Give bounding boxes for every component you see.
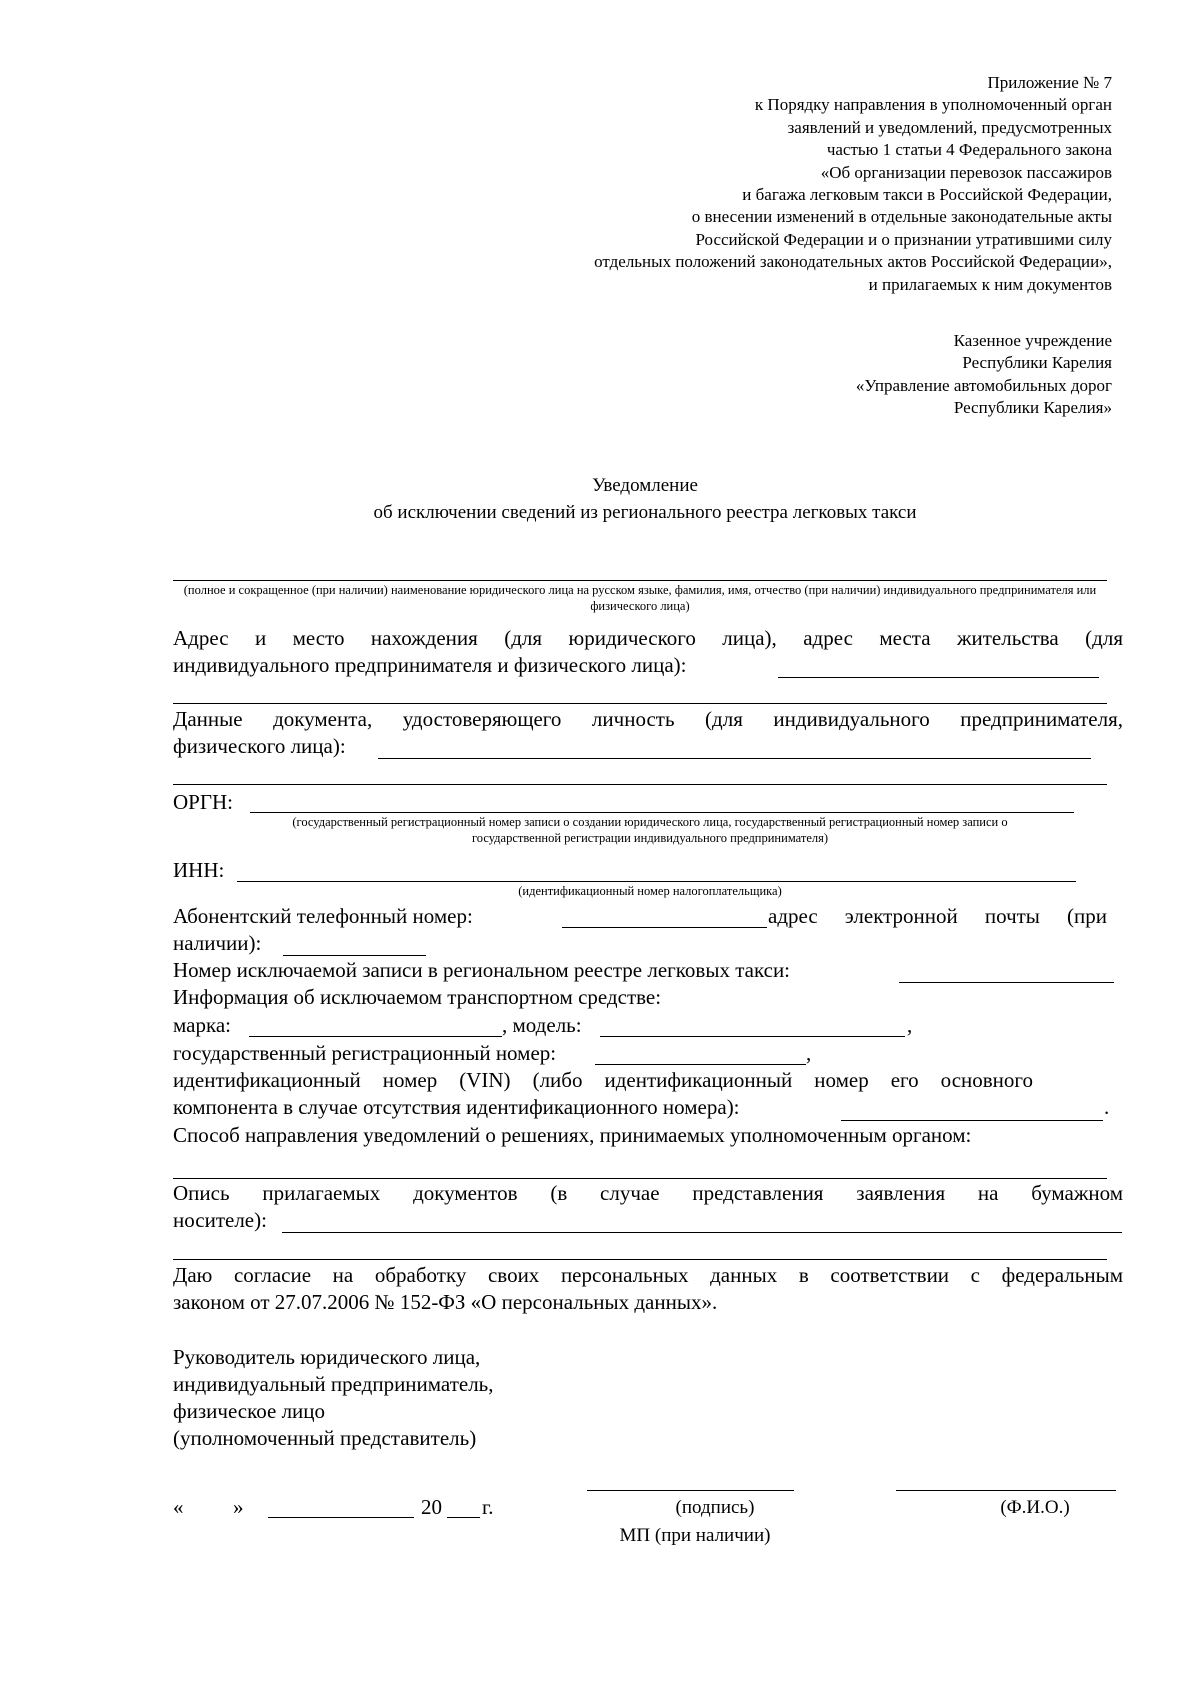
ogrn-field[interactable] <box>250 812 1074 813</box>
address-label-line1: Адрес и место нахождения (для юридического лица), адрес места жительства (для <box>173 626 1123 650</box>
model-field[interactable] <box>600 1036 905 1037</box>
document-subtitle: об исключении сведений из регионального реестра легковых такси <box>373 502 917 523</box>
consent-line2: законом от 27.07.2006 № 152-ФЗ «О персональных данных». <box>173 1290 718 1314</box>
identity-label-line2: физического лица): <box>173 734 346 758</box>
appendix-line: и багажа легковым такси в Российской Федерации, <box>742 185 1112 205</box>
notification-method-label: Способ направления уведомлений о решениях, принимаемых уполномоченным органом: <box>173 1123 972 1147</box>
stamp-label: МП (при наличии) <box>619 1525 771 1546</box>
signer-line: физическое лицо <box>173 1399 326 1423</box>
addressee-line: Казенное учреждение <box>953 331 1112 350</box>
address-field[interactable] <box>778 677 1099 678</box>
address-label-line2: индивидуального предпринимателя и физического лица): <box>173 653 687 677</box>
email-label-line2: наличии): <box>173 931 262 955</box>
appendix-line: к Порядку направления в уполномоченный орган <box>754 95 1112 115</box>
applicant-name-field[interactable] <box>173 580 1107 581</box>
vin-period: . <box>1104 1095 1110 1119</box>
addressee-line: Республики Карелия» <box>953 398 1112 418</box>
date-year-suffix: г. <box>482 1495 494 1519</box>
applicant-name-note: (полное и сокращенное (при наличии) наименование юридического лица на русском языке, фамилия, имя, отчество (при наличии) индивидуального предпринимателя или физического лица) <box>183 583 1097 613</box>
appendix-line: «Об организации перевозок пассажиров <box>820 162 1112 182</box>
reg-number-comma: , <box>806 1041 812 1065</box>
date-year-prefix: 20 <box>421 1495 442 1519</box>
identity-field[interactable] <box>378 758 1091 759</box>
date-close-quote: » <box>233 1495 244 1519</box>
appendix-line: о внесении изменений в отдельные законодательные акты <box>691 207 1112 227</box>
record-number-field[interactable] <box>899 982 1114 983</box>
inventory-field[interactable] <box>282 1232 1122 1233</box>
brand-label: марка: <box>173 1013 232 1037</box>
ogrn-note: (государственный регистрационный номер записи о создании юридического лица, государственный регистрационный номер записи о государственной регистрации индивидуального предпринимателя) <box>292 815 1008 845</box>
email-field[interactable] <box>283 955 426 956</box>
addressee-line: Республики Карелия <box>962 353 1112 373</box>
inn-note: (идентификационный номер налогоплательщика) <box>518 884 782 898</box>
signer-line: Руководитель юридического лица, <box>173 1345 481 1369</box>
reg-number-field[interactable] <box>595 1064 806 1065</box>
appendix-line: Российской Федерации и о признании утратившими силу <box>695 229 1112 249</box>
date-month-field[interactable] <box>268 1517 414 1518</box>
appendix-reference <box>412 72 1112 296</box>
identity-label-line1: Данные документа, удостоверяющего личность (для индивидуального предпринимателя, <box>173 707 1123 731</box>
signature-field[interactable] <box>587 1490 794 1491</box>
signer-line: (уполномоченный представитель) <box>173 1426 477 1450</box>
phone-field[interactable] <box>562 927 767 928</box>
notification-method-field[interactable] <box>173 1178 1107 1179</box>
document-title: Уведомление <box>592 475 698 496</box>
appendix-line: отдельных положений законодательных актов Российской Федерации», <box>594 252 1112 272</box>
ogrn-label: ОРГН: <box>173 790 233 814</box>
vin-field[interactable] <box>841 1120 1103 1121</box>
record-number-label: Номер исключаемой записи в региональном реестре легковых такси: <box>173 958 791 982</box>
addressee-line: «Управление автомобильных дорог <box>855 375 1112 395</box>
inventory-field-continuation[interactable] <box>173 1259 1107 1260</box>
addressee-block <box>712 330 1112 420</box>
fio-label: (Ф.И.О.) <box>1000 1497 1070 1518</box>
model-comma: , <box>907 1013 913 1037</box>
appendix-line: заявлений и уведомлений, предусмотренных <box>787 117 1112 137</box>
model-label: , модель: <box>502 1013 582 1037</box>
reg-number-label: государственный регистрационный номер: <box>173 1041 557 1065</box>
identity-field-continuation[interactable] <box>173 784 1107 785</box>
appendix-line: и прилагаемых к ним документов <box>868 274 1112 294</box>
vin-label-line1: идентификационный номер (VIN) (либо идентификационный номер его основного <box>173 1068 1033 1092</box>
vehicle-info-label: Информация об исключаемом транспортном средстве: <box>173 985 662 1009</box>
appendix-line: частью 1 статьи 4 Федерального закона <box>826 140 1112 160</box>
inn-field[interactable] <box>237 881 1076 882</box>
brand-field[interactable] <box>249 1036 502 1037</box>
inventory-label-line1: Опись прилагаемых документов (в случае представления заявления на бумажном <box>173 1181 1123 1205</box>
vin-label-line2: компонента в случае отсутствия идентификационного номера): <box>173 1095 740 1119</box>
signer-line: индивидуальный предприниматель, <box>173 1372 494 1396</box>
signature-label: (подпись) <box>675 1497 755 1518</box>
appendix-line: Приложение № 7 <box>987 73 1112 92</box>
fio-field[interactable] <box>896 1490 1116 1491</box>
email-label: адрес электронной почты (при <box>768 904 1107 928</box>
date-open-quote: « <box>173 1495 184 1519</box>
address-field-continuation[interactable] <box>173 703 1107 704</box>
inn-label: ИНН: <box>173 858 225 882</box>
date-year-field[interactable] <box>447 1517 480 1518</box>
phone-label: Абонентский телефонный номер: <box>173 904 473 928</box>
inventory-label-line2: носителе): <box>173 1208 267 1232</box>
consent-line1: Даю согласие на обработку своих персональных данных в соответствии с федеральным <box>173 1263 1123 1287</box>
